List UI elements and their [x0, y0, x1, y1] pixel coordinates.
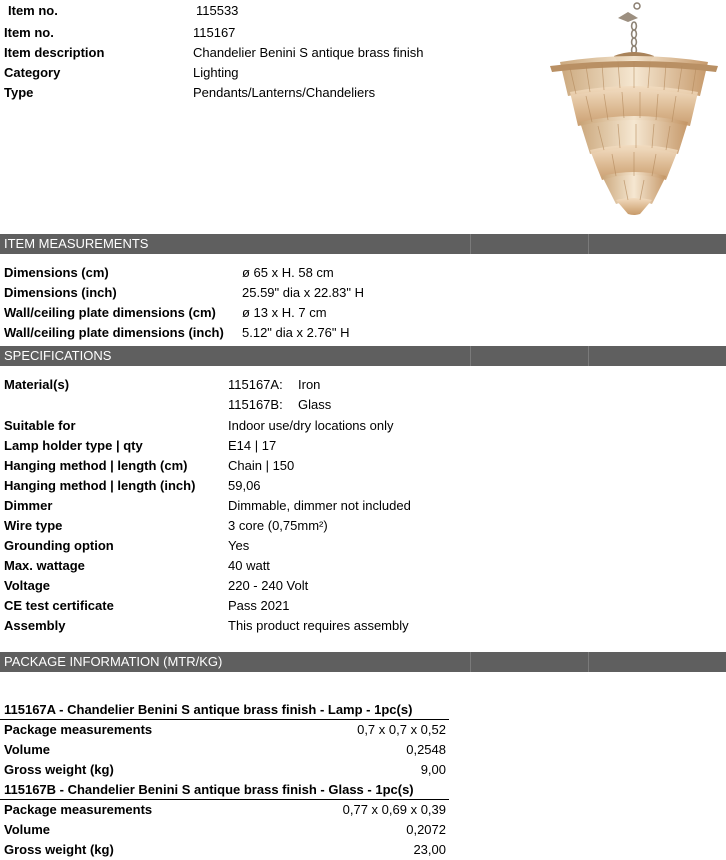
package-b-heading: 115167B - Chandelier Benini S antique brass finish - Glass - 1pc(s) [4, 782, 414, 797]
dimmer-label: Dimmer [4, 498, 53, 513]
lamp-holder-value: E14 | 17 [228, 438, 277, 453]
material-a-value: Iron [298, 377, 321, 392]
measurements-header [0, 234, 726, 254]
materials-label: Material(s) [4, 377, 70, 392]
package-b-divider [0, 799, 449, 800]
package-b-volume-label: Volume [4, 822, 50, 837]
package-b-weight-label: Gross weight (kg) [4, 842, 114, 857]
max-wattage-label: Max. wattage [4, 558, 85, 573]
wire-type-label: Wire type [4, 518, 63, 533]
material-b-code: 115167B: [228, 397, 283, 412]
item-description-label: Item description [4, 45, 105, 60]
voltage-label: Voltage [4, 578, 50, 593]
ce-certificate-value: Pass 2021 [228, 598, 290, 613]
hanging-cm-label: Hanging method | length (cm) [4, 458, 188, 473]
plate-inch-value: 5.12" dia x 2.76" H [242, 325, 350, 340]
package-b-measurements-value: 0,77 x 0,69 x 0,39 [342, 802, 446, 817]
measurements-title: ITEM MEASUREMENTS [4, 236, 149, 251]
dimmer-value: Dimmable, dimmer not included [228, 498, 411, 513]
category-value: Lighting [193, 65, 239, 80]
material-a-code: 115167A: [228, 377, 283, 392]
dimensions-cm-value: ø 65 x H. 58 cm [242, 265, 334, 280]
dimensions-cm-label: Dimensions (cm) [4, 265, 109, 280]
ce-certificate-label: CE test certificate [4, 598, 114, 613]
assembly-label: Assembly [4, 618, 66, 633]
lamp-holder-label: Lamp holder type | qty [4, 438, 143, 453]
suitable-for-value: Indoor use/dry locations only [228, 418, 394, 433]
specifications-header [0, 346, 726, 366]
grounding-label: Grounding option [4, 538, 114, 553]
item-description-value: Chandelier Benini S antique brass finish [193, 45, 424, 60]
hanging-cm-value: Chain | 150 [228, 458, 295, 473]
package-a-weight-label: Gross weight (kg) [4, 762, 114, 777]
package-a-heading: 115167A - Chandelier Benini S antique brass finish - Lamp - 1pc(s) [4, 702, 413, 717]
hanging-inch-label: Hanging method | length (inch) [4, 478, 196, 493]
chandelier-icon [540, 0, 726, 220]
type-value: Pendants/Lanterns/Chandeliers [193, 85, 376, 100]
grounding-value: Yes [228, 538, 250, 553]
item-no-label: Item no. [8, 3, 58, 18]
assembly-value: This product requires assembly [228, 618, 409, 633]
wire-type-value: 3 core (0,75mm²) [228, 518, 328, 533]
plate-inch-label: Wall/ceiling plate dimensions (inch) [4, 325, 224, 340]
plate-cm-label: Wall/ceiling plate dimensions (cm) [4, 305, 216, 320]
type-label: Type [4, 85, 34, 100]
package-b-measurements-label: Package measurements [4, 802, 153, 817]
item-no2-value: 115167 [193, 25, 236, 40]
dimensions-inch-value: 25.59" dia x 22.83" H [242, 285, 364, 300]
package-header [0, 652, 726, 672]
package-b-volume-value: 0,2072 [406, 822, 446, 837]
package-a-volume-label: Volume [4, 742, 50, 757]
package-a-weight-value: 9,00 [420, 762, 446, 777]
material-b-value: Glass [298, 397, 332, 412]
max-wattage-value: 40 watt [228, 558, 270, 573]
package-title: PACKAGE INFORMATION (MTR/KG) [4, 654, 223, 669]
package-a-measurements-label: Package measurements [4, 722, 153, 737]
dimensions-inch-label: Dimensions (inch) [4, 285, 117, 300]
category-label: Category [4, 65, 61, 80]
voltage-value: 220 - 240 Volt [228, 578, 309, 593]
hanging-inch-value: 59,06 [228, 478, 261, 493]
package-a-divider [0, 719, 449, 720]
item-no-value: 115533 [196, 3, 239, 18]
suitable-for-label: Suitable for [4, 418, 76, 433]
specifications-title: SPECIFICATIONS [4, 348, 112, 363]
package-a-measurements-value: 0,7 x 0,7 x 0,52 [357, 722, 446, 737]
plate-cm-value: ø 13 x H. 7 cm [242, 305, 327, 320]
package-b-weight-value: 23,00 [413, 842, 446, 857]
item-no2-label: Item no. [4, 25, 54, 40]
package-a-volume-value: 0,2548 [406, 742, 446, 757]
